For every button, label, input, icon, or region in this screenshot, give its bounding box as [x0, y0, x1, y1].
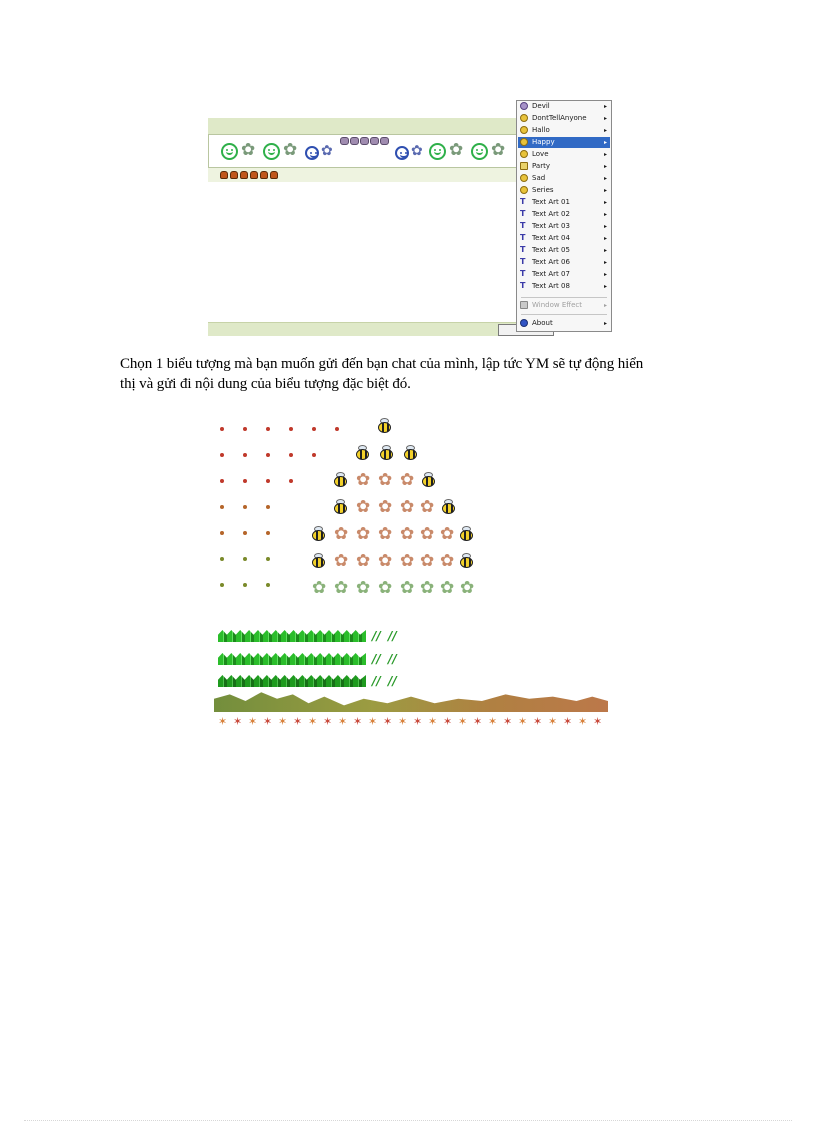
jar-icon: [220, 171, 228, 179]
jar-icon: [230, 171, 238, 179]
firework-icon: ✶: [563, 715, 573, 728]
dot-icon: [335, 427, 339, 431]
bee-icon: [376, 418, 393, 433]
smiley-icon: [520, 138, 528, 146]
flower-icon: ✿: [356, 578, 371, 598]
flower-icon: ✿: [312, 578, 327, 598]
dot-icon: [289, 479, 293, 483]
text-art-icon: T: [520, 257, 526, 266]
flower-icon: ✿: [378, 497, 393, 517]
menu-item-hallo[interactable]: Hallo ▸: [518, 125, 610, 136]
emoticon-row-2: [208, 168, 518, 183]
flower-icon: ✿: [420, 551, 435, 571]
submenu-arrow-icon: ▸: [603, 235, 607, 242]
flower-icon: ✿: [378, 551, 393, 571]
submenu-arrow-icon: ▸: [603, 271, 607, 278]
love-icon: [520, 150, 528, 158]
bee-icon: [310, 526, 327, 541]
grass-slash-mark: //: [388, 652, 397, 666]
submenu-arrow-icon: ▸: [603, 115, 607, 122]
bee-body: [312, 530, 325, 541]
window-icon: [520, 301, 528, 309]
grass-art-row: [218, 675, 366, 687]
submenu-arrow-icon: ▸: [603, 151, 607, 158]
chat-header-strip: [208, 118, 518, 135]
dot-icon: [220, 453, 224, 457]
bee-icon: [332, 472, 349, 487]
menu-item-window-effect[interactable]: Window Effect ▸: [518, 300, 610, 311]
firework-icon: ✶: [578, 715, 588, 728]
menu-item-donttellanyone[interactable]: DontTellAnyone ▸: [518, 113, 610, 124]
submenu-arrow-icon: ▸: [603, 163, 607, 170]
firework-icon: ✶: [593, 715, 603, 728]
bee-body: [312, 557, 325, 568]
flower-icon: ✿: [440, 578, 455, 598]
small-face-icon: [350, 137, 359, 145]
firework-icon: ✶: [233, 715, 243, 728]
bee-icon: [458, 526, 475, 541]
firework-icon: ✶: [533, 715, 543, 728]
flower-icon: ✿: [491, 140, 506, 160]
firework-icon: ✶: [323, 715, 333, 728]
grass-slash-mark: //: [372, 652, 381, 666]
submenu-arrow-icon: ▸: [603, 223, 607, 230]
submenu-arrow-icon: ▸: [603, 139, 607, 146]
flower-icon: ✿: [378, 578, 393, 598]
dot-icon: [266, 453, 270, 457]
body-paragraph: [120, 354, 700, 394]
smiley-icon: [263, 143, 280, 160]
dot-icon: [220, 479, 224, 483]
flower-icon: ✿: [356, 551, 371, 571]
dot-icon: [266, 505, 270, 509]
firework-icon: ✶: [218, 715, 228, 728]
submenu-arrow-icon: ▸: [603, 320, 607, 327]
flower-icon: ✿: [321, 143, 333, 159]
submenu-arrow-icon: ▸: [603, 283, 607, 290]
dot-icon: [220, 531, 224, 535]
firework-icon: ✶: [308, 715, 318, 728]
dot-icon: [220, 505, 224, 509]
chat-input-area[interactable]: [208, 182, 518, 322]
menu-item-text-art-03[interactable]: T Text Art 03 ▸: [520, 221, 607, 230]
bee-body: [442, 503, 455, 514]
smiley-icon: [395, 146, 409, 160]
jar-icon: [250, 171, 258, 179]
paragraph-line-1: Chọn 1 biểu tượng mà bạn muốn gửi đến bạn chat của mình, lập tức YM sẽ tự động hiển: [120, 356, 644, 372]
menu-item-happy[interactable]: Happy ▸: [518, 137, 610, 148]
jar-icon: [270, 171, 278, 179]
flower-icon: ✿: [440, 524, 455, 544]
chat-footer-strip: [208, 322, 518, 336]
flower-icon: ✿: [400, 497, 415, 517]
dot-icon: [266, 583, 270, 587]
firework-icon: ✶: [473, 715, 483, 728]
menu-separator: [521, 314, 607, 315]
firework-icon: ✶: [278, 715, 288, 728]
bee-body: [356, 449, 369, 460]
dot-icon: [266, 427, 270, 431]
flower-icon: ✿: [420, 578, 435, 598]
dot-icon: [243, 427, 247, 431]
flower-icon: ✿: [440, 551, 455, 571]
smiley-icon: [520, 174, 528, 182]
bee-body: [334, 476, 347, 487]
dot-icon: [220, 427, 224, 431]
firework-icon: ✶: [488, 715, 498, 728]
emoticon-art-result-screenshot: [208, 412, 612, 734]
firework-icon: ✶: [368, 715, 378, 728]
bee-body: [378, 422, 391, 433]
bee-body: [460, 557, 473, 568]
flower-icon: ✿: [356, 524, 371, 544]
devil-icon: [520, 102, 528, 110]
dot-icon: [266, 479, 270, 483]
flower-icon: ✿: [400, 470, 415, 490]
firework-icon: ✶: [293, 715, 303, 728]
paragraph-line-2: thị và gửi đi nội dung của biểu tượng đặc biệt đó.: [120, 376, 411, 392]
bee-icon: [332, 499, 349, 514]
grass-art-row: [218, 630, 366, 642]
text-art-icon: T: [520, 245, 526, 254]
submenu-arrow-icon: ▸: [603, 247, 607, 254]
firework-icon: ✶: [338, 715, 348, 728]
firework-icon: ✶: [503, 715, 513, 728]
bee-body: [404, 449, 417, 460]
small-face-icon: [360, 137, 369, 145]
dot-icon: [289, 453, 293, 457]
flower-icon: ✿: [334, 551, 349, 571]
firework-icon: ✶: [248, 715, 258, 728]
dot-icon: [289, 427, 293, 431]
dot-icon: [312, 427, 316, 431]
menu-item-text-art-04[interactable]: T Text Art 04 ▸: [520, 233, 607, 242]
firework-icon: ✶: [398, 715, 408, 728]
menu-item-text-art-05[interactable]: T Text Art 05 ▸: [520, 245, 607, 254]
flower-icon: ✿: [334, 524, 349, 544]
firework-icon: ✶: [383, 715, 393, 728]
bee-icon: [354, 445, 371, 460]
flower-icon: ✿: [400, 551, 415, 571]
submenu-arrow-icon: ▸: [603, 199, 607, 206]
menu-item-text-art-08[interactable]: T Text Art 08 ▸: [520, 281, 607, 290]
submenu-arrow-icon: ▸: [603, 175, 607, 182]
menu-item-text-art-06[interactable]: T Text Art 06 ▸: [520, 257, 607, 266]
firework-icon: ✶: [428, 715, 438, 728]
smiley-icon: [221, 143, 238, 160]
dot-icon: [266, 557, 270, 561]
text-art-icon: T: [520, 221, 526, 230]
submenu-arrow-icon: ▸: [603, 187, 607, 194]
smiley-icon: [520, 114, 528, 122]
submenu-arrow-icon: ▸: [603, 302, 607, 309]
dot-icon: [266, 531, 270, 535]
bee-icon: [420, 472, 437, 487]
dot-icon: [243, 479, 247, 483]
menu-item-text-art-02[interactable]: T Text Art 02 ▸: [520, 209, 607, 218]
jar-icon: [240, 171, 248, 179]
jar-icon: [260, 171, 268, 179]
dot-icon: [243, 557, 247, 561]
grass-slash-mark: //: [388, 629, 397, 643]
info-icon: [520, 319, 528, 327]
flower-icon: ✿: [378, 470, 393, 490]
firework-icon: ✶: [353, 715, 363, 728]
dot-icon: [243, 531, 247, 535]
bee-icon: [458, 553, 475, 568]
bee-body: [334, 503, 347, 514]
flower-icon: ✿: [378, 524, 393, 544]
firework-icon: ✶: [413, 715, 423, 728]
dot-icon: [220, 557, 224, 561]
dot-icon: [243, 505, 247, 509]
submenu-arrow-icon: ▸: [603, 103, 607, 110]
grass-slash-mark: //: [372, 629, 381, 643]
menu-item-party[interactable]: Party ▸: [518, 161, 610, 172]
flower-icon: ✿: [356, 497, 371, 517]
flower-icon: ✿: [449, 140, 464, 160]
flower-icon: ✿: [283, 140, 298, 160]
menu-item-text-art-01[interactable]: T Text Art 01 ▸: [520, 197, 607, 206]
dot-icon: [243, 453, 247, 457]
small-face-icon: [380, 137, 389, 145]
smiley-icon: [520, 126, 528, 134]
text-art-icon: T: [520, 209, 526, 218]
menu-separator: [521, 297, 607, 298]
scene-art-strip: [214, 690, 608, 712]
bee-icon: [402, 445, 419, 460]
flower-icon: ✿: [411, 143, 423, 159]
flower-icon: ✿: [400, 578, 415, 598]
submenu-arrow-icon: ▸: [603, 127, 607, 134]
firework-icon: ✶: [263, 715, 273, 728]
menu-item-sad[interactable]: Sad ▸: [518, 173, 610, 184]
text-art-icon: T: [520, 269, 526, 278]
dot-icon: [220, 583, 224, 587]
smiley-icon: [429, 143, 446, 160]
menu-item-series[interactable]: Series ▸: [518, 185, 610, 196]
dot-icon: [243, 583, 247, 587]
flower-icon: ✿: [420, 524, 435, 544]
bee-body: [422, 476, 435, 487]
text-art-icon: T: [520, 233, 526, 242]
flower-icon: ✿: [420, 497, 435, 517]
flower-icon: ✿: [334, 578, 349, 598]
firework-icon: ✶: [518, 715, 528, 728]
bee-icon: [440, 499, 457, 514]
flower-icon: ✿: [460, 578, 475, 598]
grass-art-row: [218, 653, 366, 665]
firework-icon: ✶: [443, 715, 453, 728]
smiley-icon: [305, 146, 319, 160]
party-icon: [520, 162, 528, 170]
menu-item-about[interactable]: About ▸: [518, 318, 610, 329]
flower-icon: ✿: [241, 140, 256, 160]
grass-slash-mark: //: [388, 674, 397, 688]
text-art-icon: T: [520, 281, 526, 290]
submenu-arrow-icon: ▸: [603, 211, 607, 218]
flower-icon: ✿: [400, 524, 415, 544]
menu-item-devil[interactable]: Devil ▸: [518, 101, 610, 112]
emoticon-context-menu: [516, 100, 612, 332]
menu-item-text-art-07[interactable]: T Text Art 07 ▸: [520, 269, 607, 278]
bee-body: [460, 530, 473, 541]
submenu-arrow-icon: ▸: [603, 259, 607, 266]
bee-icon: [310, 553, 327, 568]
text-art-icon: T: [520, 197, 526, 206]
smiley-icon: [471, 143, 488, 160]
menu-item-love[interactable]: Love ▸: [518, 149, 610, 160]
firework-icon: ✶: [548, 715, 558, 728]
firework-icon: ✶: [458, 715, 468, 728]
bee-icon: [378, 445, 395, 460]
page-footer-rule: [24, 1120, 792, 1121]
grass-slash-mark: //: [372, 674, 381, 688]
bee-body: [380, 449, 393, 460]
smiley-icon: [520, 186, 528, 194]
flower-icon: ✿: [356, 470, 371, 490]
small-face-icon: [340, 137, 349, 145]
dot-icon: [312, 453, 316, 457]
emoticon-message-bar: [208, 134, 518, 168]
ym-chat-screenshot: [208, 100, 612, 336]
small-face-icon: [370, 137, 379, 145]
